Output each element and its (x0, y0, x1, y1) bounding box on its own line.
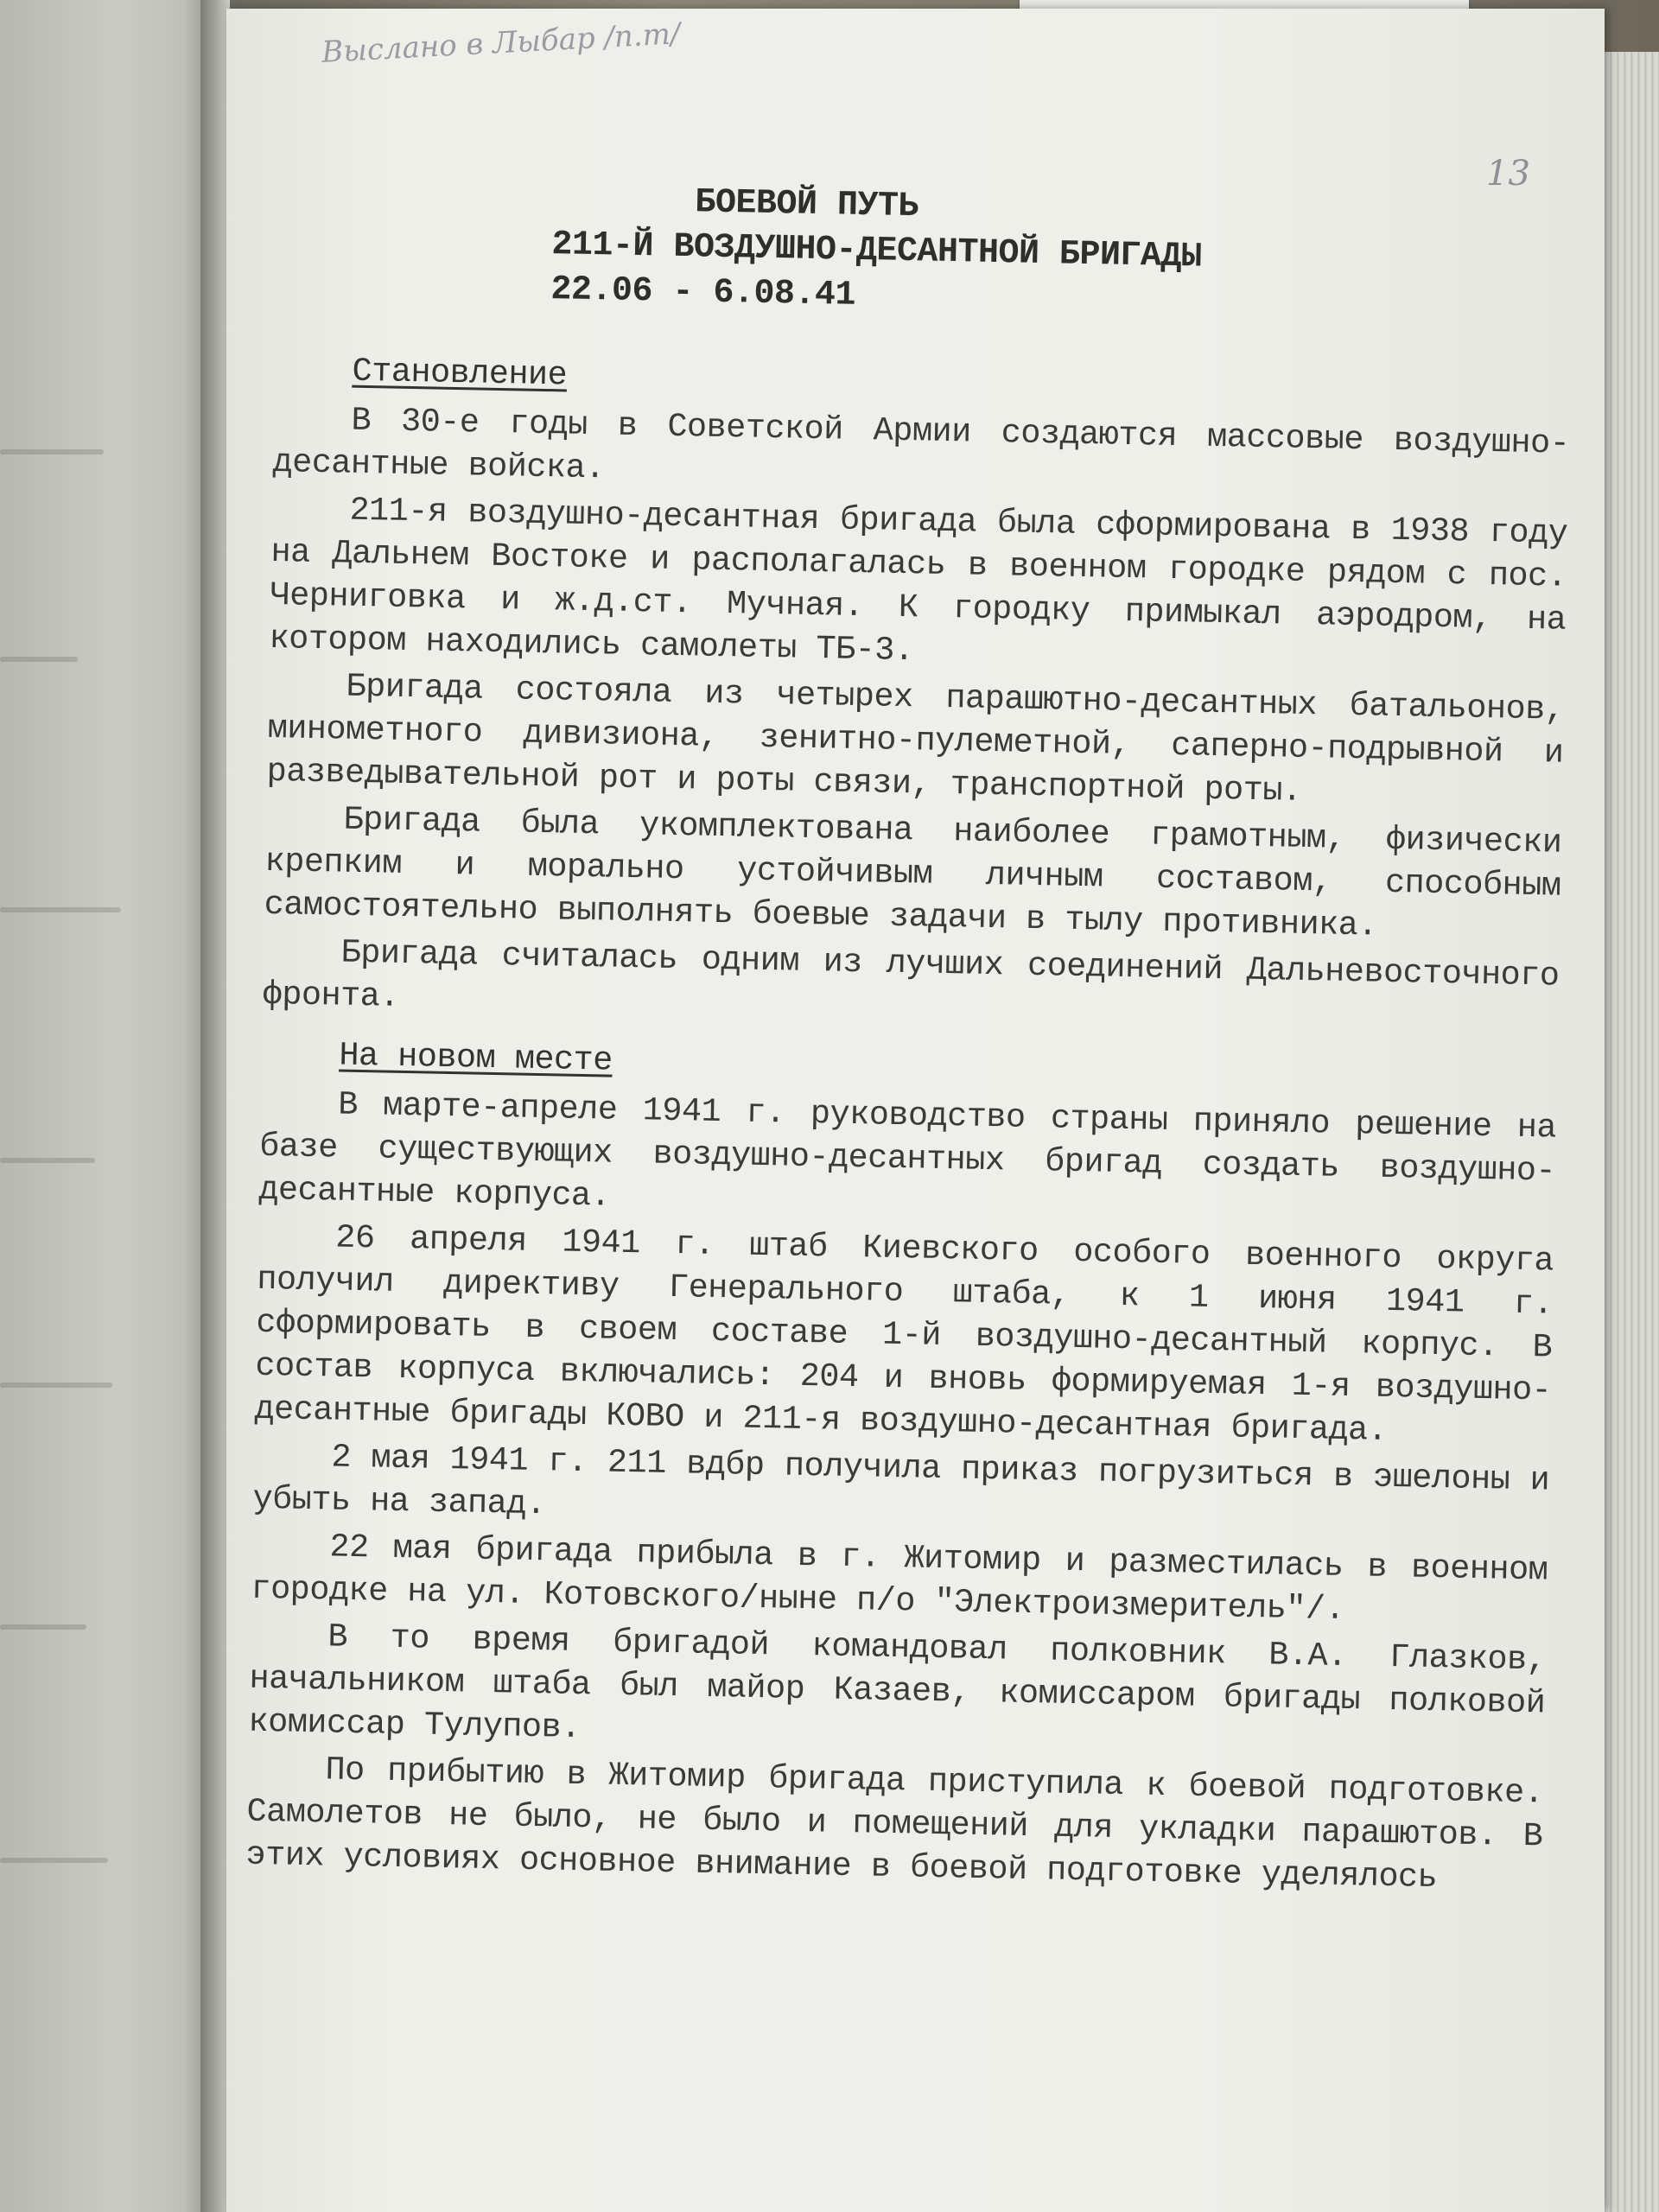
paragraph: По прибытию в Житомир бригада приступила к боевой подготовке. Самолетов не было, не было и помещений для укладки парашютов. В этих условиях основное внимание в боевой подготовке уделялось (245, 1751, 1544, 1897)
previous-page (0, 0, 216, 2212)
paragraph: Бригада считалась одним из лучших соединений Дальневосточного фронта. (262, 933, 1560, 1016)
bleed-through-mark (0, 1858, 108, 1863)
page-number: 13 (1486, 154, 1530, 194)
document-title (276, 173, 1574, 333)
bleed-through-mark (0, 1382, 112, 1388)
typed-page (226, 9, 1605, 2212)
bleed-through-mark (0, 657, 78, 662)
bleed-through-mark (0, 907, 121, 912)
paragraph: В марте-апреле 1941 г. руководство страны приняло решение на базе существующих воздушно-десантных бригад создать воздушно-десантные корпуса. (257, 1085, 1557, 1216)
paragraph: 211-я воздушно-десантная бригада была сформирована в 1938 году на Дальнем Востоке и располагалась в военном городке рядом с пос. Черниговка и ж.д.ст. Мучная. К городку примыкал аэродром, на котором находились самолеты ТБ-3. (269, 491, 1568, 671)
handwritten-note: Выслано в Лыбар /п.т/ (321, 16, 682, 70)
paragraph: 22 мая бригада прибыла в г. Житомир и разместилась в военном городке на ул. Котовского/ныне п/о "Электроизмеритель"/. (251, 1528, 1548, 1629)
paragraph: 26 апреля 1941 г. штаб Киевского особого военного округа получил директиву Генерального штаба, к 1 июня 1941 г. сформировать в своем составе 1-й воздушно-десантный корпус. В состав корпуса включались: 204 и вновь формируемая 1-я воздушно-десантные бригады КОВО и 211-я воздушно-десантная бригада. (254, 1218, 1554, 1450)
page-edge-stack (1599, 52, 1659, 2212)
typed-text (245, 173, 1574, 1904)
title-line: БОЕВОЙ ПУТЬ (694, 183, 919, 227)
bleed-through-mark (0, 449, 104, 454)
section-heading: На новом месте (338, 1036, 613, 1080)
paragraph: 2 мая 1941 г. 211 вдбр получила приказ погрузиться в эшелоны и убыть на запад. (252, 1438, 1550, 1524)
section-heading: Становление (352, 352, 568, 395)
title-line: 22.06 - 6.08.41 (550, 270, 856, 315)
bleed-through-mark (0, 1158, 95, 1163)
title-line: 211-Й ВОЗДУШНО-ДЕСАНТНОЙ БРИГАДЫ (551, 226, 1202, 277)
paragraph: Бригада состояла из четырех парашютно-десантных батальонов, минометного дивизиона, зенитно-пулеметной, саперно-подрывной и разведывательной рот и роты связи, транспортной роты. (266, 667, 1565, 810)
paragraph: В то время бригадой командовал полковник В.А. Глазков, начальником штаба был майор Казаев, комиссаром бригады полковой комиссар Тулупов. (248, 1618, 1547, 1748)
paragraph: В 30-е годы в Советской Армии создаются массовые воздушно-десантные войска. (272, 401, 1570, 488)
binding-gutter (200, 0, 230, 2212)
paragraph: Бригада была укомплектована наиболее грамотным, физически крепким и морально устойчивым личным составом, способным самостоятельно выполнять боевые задачи в тылу противника. (264, 800, 1562, 945)
bleed-through-mark (0, 1624, 86, 1630)
